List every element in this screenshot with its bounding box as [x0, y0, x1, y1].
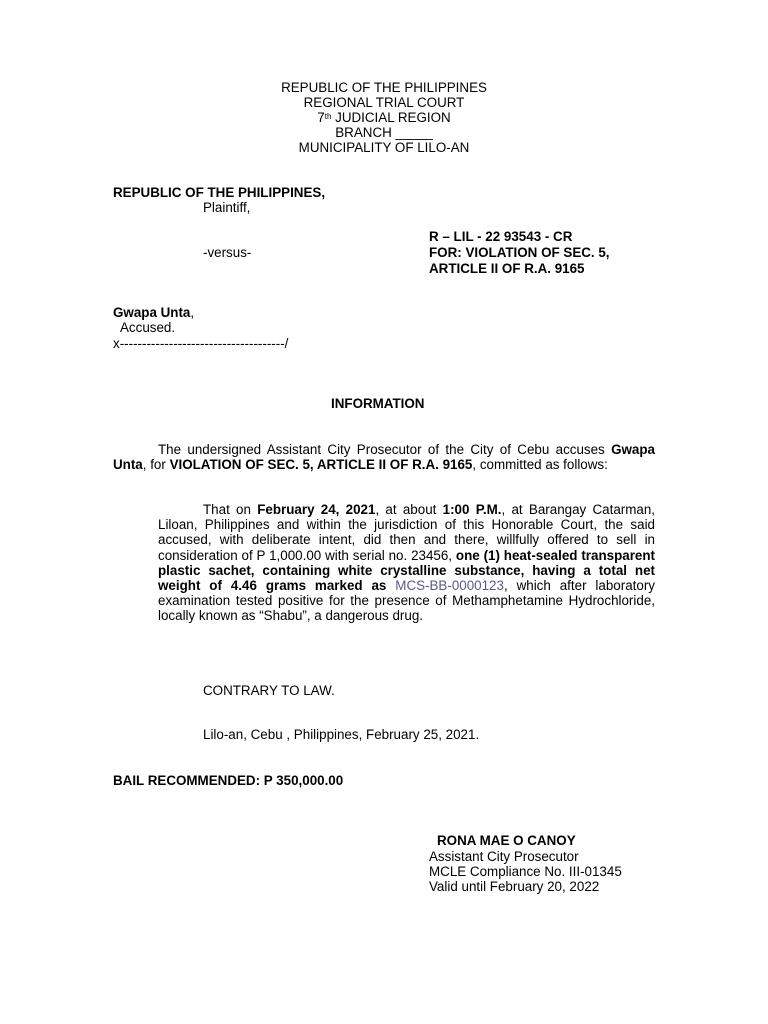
case-charge-line-2: ARTICLE II OF R.A. 9165 [429, 261, 585, 276]
contrary-to-law: CONTRARY TO LAW. [203, 683, 335, 698]
signatory-name: RONA MAE O CANOY [437, 833, 576, 848]
signatory-mcle: MCLE Compliance No. III-01345 [429, 864, 622, 879]
caption-separator: x-------------------------------------/ [113, 336, 289, 351]
header-line-municipality: MUNICIPALITY OF LILO-AN [298, 140, 470, 155]
accused-name-line: Gwapa Unta, [113, 305, 195, 320]
header-line-republic: REPUBLIC OF THE PHILIPPINES [281, 80, 487, 95]
court-header [0, 80, 768, 155]
header-line-rtc: REGIONAL TRIAL COURT [303, 95, 465, 110]
bail-recommended: BAIL RECOMMENDED: P 350,000.00 [113, 773, 344, 788]
document-title: INFORMATION [331, 396, 425, 411]
plaintiff-role: Plaintiff, [203, 200, 251, 215]
case-number: R – LIL - 22 93543 - CR [429, 229, 573, 244]
accusation-paragraph: That on February 24, 2021, at about 1:00 P.M., at Barangay Catarman, Liloan, Philippines and within the jurisdiction of this Honorable Court, the said accused, with deliberate intent, did then and there, willfully offered to sell in consideration of P 1,000.00 with serial no. 23456, one (1) heat-sealed transparent plastic sachet, containing white crystalline substance, having a total net weight of 4.46 grams marked as MCS-BB-0000123, which after laboratory examination tested positive for the presence of Methamphetamine Hydrochloride, locally known as “Shabu”, a dangerous drug. [158, 502, 656, 624]
accused-name: Gwapa Unta [113, 305, 191, 320]
intro-paragraph: The undersigned Assistant City Prosecutor of the City of Cebu accuses Gwapa Unta, for VIOLATION OF SEC. 5, ARTICLE II OF R.A. 9165, committed as follows: [113, 442, 655, 473]
header-line-branch: BRANCH _____ [335, 125, 433, 140]
versus-label: -versus- [203, 245, 252, 260]
case-charge-line-1: FOR: VIOLATION OF SEC. 5, [429, 245, 610, 260]
signatory-title: Assistant City Prosecutor [429, 849, 579, 864]
accused-role: Accused. [120, 320, 176, 335]
place-date: Lilo-an, Cebu , Philippines, February 25, 2021. [203, 727, 480, 742]
header-line-region: 7th JUDICIAL REGION [317, 110, 451, 125]
plaintiff-name: REPUBLIC OF THE PHILIPPINES, [113, 185, 326, 200]
evidence-marking: MCS-BB-0000123 [386, 578, 504, 594]
signatory-validity: Valid until February 20, 2022 [429, 879, 600, 894]
